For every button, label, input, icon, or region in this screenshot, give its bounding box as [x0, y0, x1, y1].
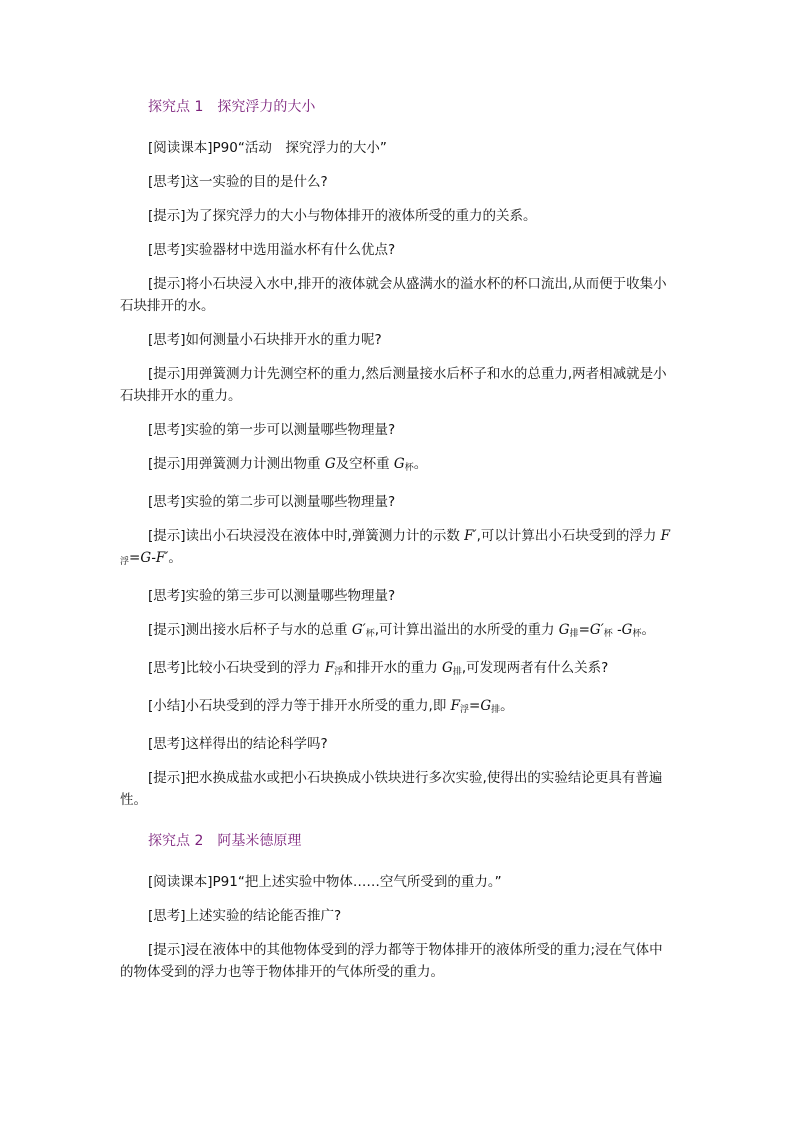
paragraph: [提示]为了探究浮力的大小与物体排开的液体所受的重力的关系。 — [148, 208, 537, 224]
paragraph: [提示]将小石块浸入水中,排开的液体就会从盛满水的溢水杯的杯口流出,从而便于收集小石块排开的水。 — [120, 276, 667, 314]
paragraph: [提示]用弹簧测力计测出物重 G及空杯重 $G_杯$。 — [148, 456, 428, 473]
paragraph: [阅读课本]P91“把上述实验中物体……空气所受到的重力。” — [148, 874, 502, 890]
paragraph: [思考]如何测量小石块排开水的重力呢? — [148, 332, 382, 348]
paragraph: [思考]实验的第二步可以测量哪些物理量? — [148, 494, 396, 510]
paragraph: [思考]这样得出的结论科学吗? — [148, 736, 328, 752]
paragraph: [提示]浸在液体中的其他物体受到的浮力都等于物体排开的液体所受的重力;浸在气体中的物体受到的浮力也等于物体排开的气体所受的重力。 — [120, 942, 663, 980]
paragraph: [提示]读出小石块浸没在液体中时,弹簧测力计的示数 F′,可以计算出小石块受到的浮力 $F_浮=G-F'$。 — [120, 528, 671, 567]
section-heading-1: 探究点 1 探究浮力的大小 — [148, 99, 316, 115]
paragraph: [思考]比较小石块受到的浮力 $F_浮$和排开水的重力 $G_排$,可发现两者有什么关系? — [148, 660, 609, 677]
paragraph: [阅读课本]P90“活动 探究浮力的大小” — [148, 140, 387, 156]
paragraph: [提示]把水换成盐水或把小石块换成小铁块进行多次实验,使得出的实验结论更具有普遍性。 — [120, 770, 663, 808]
paragraph: [思考]实验的第三步可以测量哪些物理量? — [148, 588, 396, 604]
paragraph: [提示]用弹簧测力计先测空杯的重力,然后测量接水后杯子和水的总重力,两者相减就是小石块排开水的重力。 — [120, 366, 667, 404]
paragraph: [思考]实验器材中选用溢水杯有什么优点? — [148, 242, 396, 258]
paragraph: [思考]实验的第一步可以测量哪些物理量? — [148, 422, 396, 438]
paragraph: [提示]测出接水后杯子与水的总重 $G'_杯$,可计算出溢出的水所受的重力 $G_排=G'_杯$ $-G_杯$。 — [148, 622, 655, 639]
paragraph: [思考]这一实验的目的是什么? — [148, 174, 328, 190]
paragraph: [小结]小石块受到的浮力等于排开水所受的重力,即 $F_浮=G_排$。 — [148, 698, 514, 715]
section-heading-2: 探究点 2 阿基米德原理 — [148, 833, 302, 849]
paragraph: [思考]上述实验的结论能否推广? — [148, 908, 342, 924]
